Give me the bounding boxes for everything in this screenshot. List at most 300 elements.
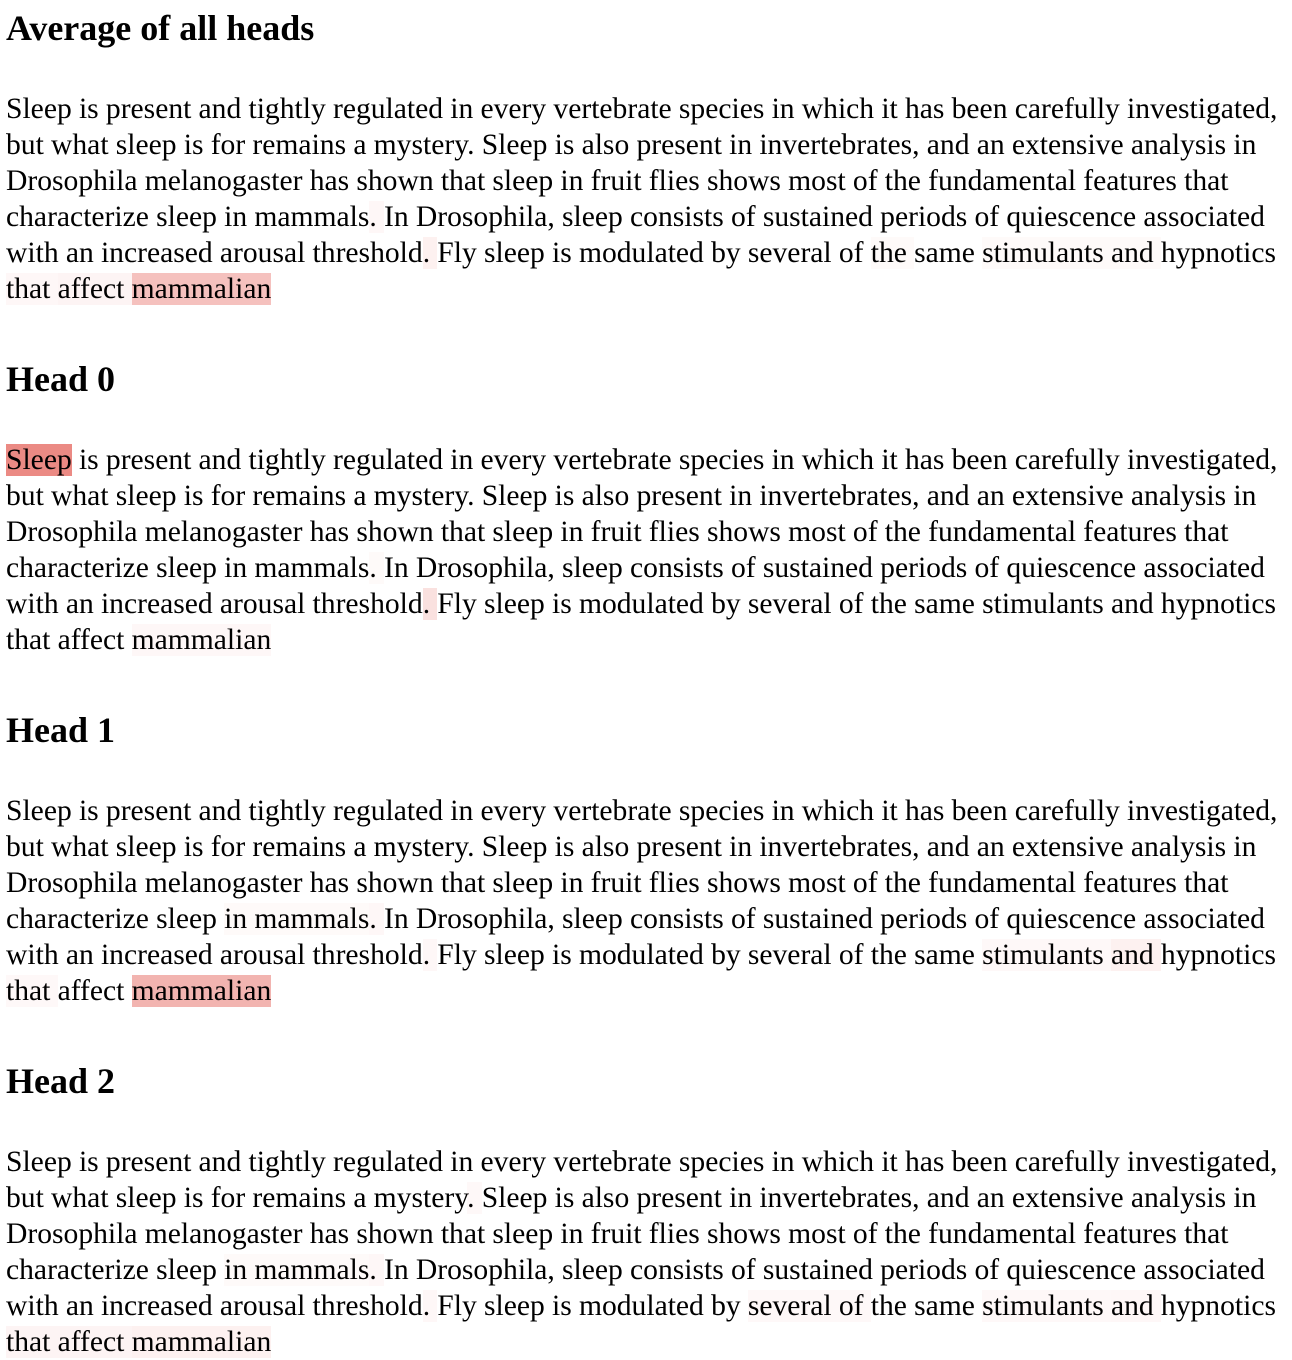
token: . bbox=[422, 237, 438, 269]
token: is bbox=[552, 237, 579, 269]
token: what bbox=[51, 129, 116, 161]
token: that bbox=[6, 624, 58, 656]
token: but bbox=[6, 831, 52, 863]
token: sustained bbox=[762, 552, 881, 584]
token: most bbox=[788, 165, 853, 197]
token: . bbox=[467, 1182, 482, 1214]
token: regulated bbox=[332, 93, 451, 125]
token: investigated bbox=[1127, 444, 1271, 476]
token: is bbox=[183, 831, 211, 863]
token: affect bbox=[57, 273, 132, 305]
token: the bbox=[884, 516, 929, 548]
token: characterize bbox=[6, 903, 157, 935]
token: features bbox=[1083, 516, 1185, 548]
token: in bbox=[771, 1146, 802, 1178]
token: most bbox=[788, 1218, 853, 1250]
token: mammalian bbox=[131, 273, 272, 305]
token: that bbox=[1184, 165, 1236, 197]
token: but bbox=[6, 480, 52, 512]
token: fundamental bbox=[928, 1218, 1084, 1250]
token: analysis bbox=[1130, 831, 1234, 863]
token: an bbox=[976, 831, 1012, 863]
token: same bbox=[914, 588, 983, 620]
token: species bbox=[678, 1146, 772, 1178]
token: in bbox=[1233, 1182, 1264, 1214]
token: shown bbox=[356, 516, 441, 548]
token: associated bbox=[1143, 1254, 1273, 1286]
token: in bbox=[560, 516, 591, 548]
token: quiescence bbox=[1006, 201, 1144, 233]
token: stimulants bbox=[982, 588, 1111, 620]
token: . bbox=[467, 831, 482, 863]
token: every bbox=[480, 1146, 554, 1178]
token: an bbox=[65, 939, 101, 971]
token: Sleep bbox=[481, 129, 555, 161]
token: sleep bbox=[492, 1218, 561, 1250]
token: shows bbox=[706, 516, 789, 548]
token: hypnotics bbox=[1160, 1290, 1284, 1322]
attention-passage bbox=[6, 1144, 1287, 1360]
token: fundamental bbox=[928, 516, 1084, 548]
token: . bbox=[422, 939, 438, 971]
token: for bbox=[210, 480, 253, 512]
token: is bbox=[554, 1182, 582, 1214]
token: , bbox=[547, 1254, 563, 1286]
token: sleep bbox=[156, 903, 225, 935]
token: Drosophila bbox=[415, 903, 548, 935]
token: for bbox=[210, 129, 253, 161]
attention-section bbox=[6, 359, 1286, 658]
token: has bbox=[309, 1218, 357, 1250]
token: modulated bbox=[578, 1290, 712, 1322]
token: stimulants bbox=[982, 1290, 1111, 1322]
token: . bbox=[422, 588, 438, 620]
token: Sleep bbox=[481, 1182, 555, 1214]
token: but bbox=[6, 129, 52, 161]
token: vertebrate bbox=[553, 444, 679, 476]
token: what bbox=[51, 1182, 116, 1214]
token: mammals bbox=[254, 201, 370, 233]
token: fruit bbox=[590, 165, 649, 197]
token: , bbox=[547, 903, 563, 935]
token: the bbox=[884, 867, 929, 899]
token: mammals bbox=[254, 903, 370, 935]
token: mystery bbox=[373, 480, 468, 512]
token: sleep bbox=[115, 129, 184, 161]
token: has bbox=[309, 165, 357, 197]
token: features bbox=[1083, 867, 1185, 899]
token: in bbox=[729, 831, 760, 863]
token: in bbox=[729, 129, 760, 161]
token: in bbox=[729, 1182, 760, 1214]
token: is bbox=[78, 795, 106, 827]
token: vertebrate bbox=[553, 795, 679, 827]
token: increased bbox=[100, 237, 220, 269]
token: extensive bbox=[1011, 831, 1131, 863]
token: is bbox=[183, 129, 211, 161]
token: investigated bbox=[1127, 93, 1271, 125]
section-title: Head 1 bbox=[6, 710, 116, 750]
token: in bbox=[1233, 129, 1264, 161]
token: is bbox=[552, 1290, 579, 1322]
token: periods bbox=[880, 1254, 975, 1286]
token: remains bbox=[252, 129, 354, 161]
token: it bbox=[881, 1146, 905, 1178]
token: , bbox=[1270, 93, 1285, 125]
attention-section bbox=[6, 8, 1286, 307]
token: Sleep bbox=[6, 444, 72, 476]
token: . bbox=[467, 480, 482, 512]
token: sleep bbox=[483, 237, 552, 269]
token: Sleep bbox=[6, 93, 79, 125]
token: species bbox=[678, 93, 772, 125]
token: modulated bbox=[578, 939, 712, 971]
token: In bbox=[384, 552, 416, 584]
token: carefully bbox=[1014, 795, 1128, 827]
token: an bbox=[65, 1290, 101, 1322]
token: also bbox=[581, 831, 637, 863]
token: In bbox=[384, 903, 416, 935]
token: sleep bbox=[562, 552, 631, 584]
token: Drosophila bbox=[6, 867, 145, 899]
token: sleep bbox=[156, 1254, 225, 1286]
token: is bbox=[71, 444, 106, 476]
token: . bbox=[369, 1254, 385, 1286]
token: . bbox=[369, 201, 385, 233]
section-title: Head 2 bbox=[6, 1061, 116, 1101]
token: Sleep bbox=[481, 831, 555, 863]
token: been bbox=[951, 795, 1015, 827]
token: melanogaster bbox=[144, 516, 310, 548]
token: and bbox=[198, 1146, 249, 1178]
token: the bbox=[870, 237, 915, 269]
token: sustained bbox=[762, 201, 881, 233]
token: of bbox=[838, 939, 871, 971]
token: the bbox=[870, 1290, 915, 1322]
token: , bbox=[912, 831, 927, 863]
token: that bbox=[440, 516, 493, 548]
token: In bbox=[384, 1254, 416, 1286]
token: , bbox=[547, 201, 563, 233]
token: mammals bbox=[254, 1254, 370, 1286]
token: increased bbox=[100, 1290, 220, 1322]
token: and bbox=[198, 93, 249, 125]
token: species bbox=[678, 444, 772, 476]
token: and bbox=[198, 444, 249, 476]
token: threshold bbox=[312, 237, 423, 269]
token: hypnotics bbox=[1160, 237, 1284, 269]
token: arousal bbox=[219, 939, 313, 971]
token: it bbox=[881, 444, 905, 476]
token: every bbox=[480, 93, 554, 125]
token: has bbox=[309, 867, 357, 899]
token: of bbox=[838, 237, 871, 269]
token: sleep bbox=[562, 201, 631, 233]
token: with bbox=[6, 588, 66, 620]
attention-visualization bbox=[0, 8, 1292, 1360]
token: Fly bbox=[437, 1290, 484, 1322]
token: features bbox=[1083, 1218, 1185, 1250]
token: for bbox=[210, 831, 253, 863]
token: a bbox=[353, 1182, 374, 1214]
token: regulated bbox=[332, 1146, 451, 1178]
token: sleep bbox=[492, 516, 561, 548]
token: tightly bbox=[248, 1146, 333, 1178]
token: mystery bbox=[373, 1182, 468, 1214]
token: has bbox=[904, 795, 952, 827]
token: shown bbox=[356, 165, 441, 197]
token: that bbox=[6, 273, 58, 305]
token: affect bbox=[57, 624, 132, 656]
token: modulated bbox=[578, 588, 712, 620]
token: and bbox=[926, 480, 977, 512]
token: remains bbox=[252, 1182, 354, 1214]
token: is bbox=[183, 480, 211, 512]
token: Drosophila bbox=[6, 516, 145, 548]
token: has bbox=[904, 93, 952, 125]
token: with bbox=[6, 237, 66, 269]
token: which bbox=[801, 1146, 882, 1178]
token: the bbox=[884, 1218, 929, 1250]
token: Drosophila bbox=[415, 201, 548, 233]
token: a bbox=[353, 480, 374, 512]
token: present bbox=[105, 1146, 199, 1178]
token: extensive bbox=[1011, 480, 1131, 512]
token: , bbox=[1270, 795, 1285, 827]
token: invertebrates bbox=[759, 831, 913, 863]
token: carefully bbox=[1014, 93, 1128, 125]
token: of bbox=[838, 588, 871, 620]
token: tightly bbox=[248, 444, 333, 476]
token: and bbox=[1110, 1290, 1161, 1322]
token: most bbox=[788, 516, 853, 548]
token: the bbox=[884, 165, 929, 197]
token: that bbox=[1184, 1218, 1236, 1250]
token: by bbox=[711, 1290, 748, 1322]
token: of bbox=[974, 552, 1007, 584]
token: invertebrates bbox=[759, 1182, 913, 1214]
token: shows bbox=[706, 165, 789, 197]
token: consists bbox=[630, 1254, 731, 1286]
token: of bbox=[852, 516, 885, 548]
token: in bbox=[1233, 831, 1264, 863]
token: threshold bbox=[312, 939, 423, 971]
token: sleep bbox=[562, 903, 631, 935]
token: invertebrates bbox=[759, 129, 913, 161]
token: in bbox=[771, 795, 802, 827]
token: invertebrates bbox=[759, 480, 913, 512]
token: of bbox=[852, 165, 885, 197]
token: extensive bbox=[1011, 129, 1131, 161]
token: consists bbox=[630, 201, 731, 233]
token: characterize bbox=[6, 1254, 157, 1286]
token: for bbox=[210, 1182, 253, 1214]
section-title: Average of all heads bbox=[6, 8, 315, 48]
token: tightly bbox=[248, 93, 333, 125]
token: extensive bbox=[1011, 1182, 1131, 1214]
attention-passage bbox=[6, 793, 1287, 1009]
token: Fly bbox=[437, 588, 484, 620]
token: regulated bbox=[332, 795, 451, 827]
token: in bbox=[560, 867, 591, 899]
token: Drosophila bbox=[6, 165, 145, 197]
token: and bbox=[1110, 588, 1161, 620]
token: flies bbox=[648, 165, 707, 197]
token: that bbox=[1184, 516, 1236, 548]
token: that bbox=[440, 867, 493, 899]
token: been bbox=[951, 444, 1015, 476]
token: fundamental bbox=[928, 867, 1084, 899]
token: by bbox=[711, 939, 748, 971]
token: fundamental bbox=[928, 165, 1084, 197]
token: which bbox=[801, 93, 882, 125]
token: is bbox=[552, 588, 579, 620]
token: fruit bbox=[590, 516, 649, 548]
token: it bbox=[881, 795, 905, 827]
token: several bbox=[747, 237, 839, 269]
token: vertebrate bbox=[553, 93, 679, 125]
token: but bbox=[6, 1182, 52, 1214]
token: of bbox=[730, 1254, 763, 1286]
token: of bbox=[974, 1254, 1007, 1286]
token: of bbox=[730, 552, 763, 584]
token: been bbox=[951, 93, 1015, 125]
token: of bbox=[730, 903, 763, 935]
token: periods bbox=[880, 903, 975, 935]
token: threshold bbox=[312, 1290, 423, 1322]
token: species bbox=[678, 795, 772, 827]
token: is bbox=[78, 1146, 106, 1178]
token: of bbox=[852, 867, 885, 899]
token: in bbox=[224, 903, 255, 935]
token: sleep bbox=[115, 480, 184, 512]
token: in bbox=[729, 480, 760, 512]
token: flies bbox=[648, 516, 707, 548]
token: present bbox=[636, 129, 730, 161]
attention-passage bbox=[6, 442, 1287, 658]
token: . bbox=[369, 552, 385, 584]
token: associated bbox=[1143, 201, 1273, 233]
token: in bbox=[450, 795, 481, 827]
token: what bbox=[51, 480, 116, 512]
token: and bbox=[926, 1182, 977, 1214]
token: . bbox=[467, 129, 482, 161]
token: associated bbox=[1143, 552, 1273, 584]
token: melanogaster bbox=[144, 165, 310, 197]
token: mammals bbox=[254, 552, 370, 584]
token: sustained bbox=[762, 1254, 881, 1286]
token: in bbox=[224, 552, 255, 584]
token: Sleep bbox=[481, 480, 555, 512]
token: mammalian bbox=[131, 1326, 272, 1358]
token: investigated bbox=[1127, 795, 1271, 827]
token: shows bbox=[706, 867, 789, 899]
token: every bbox=[480, 795, 554, 827]
token: present bbox=[636, 831, 730, 863]
token: present bbox=[105, 444, 199, 476]
token: present bbox=[105, 795, 199, 827]
token: analysis bbox=[1130, 1182, 1234, 1214]
token: , bbox=[1270, 1146, 1285, 1178]
token: been bbox=[951, 1146, 1015, 1178]
token: Fly bbox=[437, 237, 484, 269]
token: in bbox=[771, 444, 802, 476]
token: also bbox=[581, 129, 637, 161]
token: that bbox=[6, 1326, 58, 1358]
token: associated bbox=[1143, 903, 1273, 935]
token: consists bbox=[630, 552, 731, 584]
token: arousal bbox=[219, 237, 313, 269]
token: and bbox=[926, 831, 977, 863]
token: analysis bbox=[1130, 480, 1234, 512]
token: which bbox=[801, 795, 882, 827]
token: has bbox=[904, 444, 952, 476]
token: and bbox=[1110, 237, 1161, 269]
token: in bbox=[224, 201, 255, 233]
section-title: Head 0 bbox=[6, 359, 116, 399]
token: that bbox=[6, 975, 58, 1007]
token: what bbox=[51, 831, 116, 863]
token: in bbox=[1233, 480, 1264, 512]
token: periods bbox=[880, 552, 975, 584]
token: increased bbox=[100, 588, 220, 620]
token: an bbox=[65, 237, 101, 269]
token: of bbox=[852, 1218, 885, 1250]
token: every bbox=[480, 444, 554, 476]
token: in bbox=[450, 444, 481, 476]
token: increased bbox=[100, 939, 220, 971]
token: several bbox=[747, 1290, 839, 1322]
token: sleep bbox=[492, 867, 561, 899]
token: characterize bbox=[6, 552, 157, 584]
token: a bbox=[353, 831, 374, 863]
token: shown bbox=[356, 1218, 441, 1250]
token: a bbox=[353, 129, 374, 161]
token: is bbox=[554, 831, 582, 863]
token: the bbox=[870, 939, 915, 971]
token: of bbox=[730, 201, 763, 233]
token: regulated bbox=[332, 444, 451, 476]
token: vertebrate bbox=[553, 1146, 679, 1178]
token: threshold bbox=[312, 588, 423, 620]
token: hypnotics bbox=[1160, 588, 1284, 620]
token: In bbox=[384, 201, 416, 233]
token: investigated bbox=[1127, 1146, 1271, 1178]
token: by bbox=[711, 237, 748, 269]
token: in bbox=[771, 93, 802, 125]
token: remains bbox=[252, 831, 354, 863]
token: and bbox=[198, 795, 249, 827]
token: present bbox=[636, 1182, 730, 1214]
token: sleep bbox=[156, 552, 225, 584]
token: sleep bbox=[562, 1254, 631, 1286]
token: consists bbox=[630, 903, 731, 935]
token: in bbox=[560, 165, 591, 197]
token: , bbox=[1270, 444, 1285, 476]
token: flies bbox=[648, 1218, 707, 1250]
token: also bbox=[581, 1182, 637, 1214]
token: Drosophila bbox=[6, 1218, 145, 1250]
token: has bbox=[904, 1146, 952, 1178]
attention-section bbox=[6, 1061, 1286, 1360]
token: fruit bbox=[590, 867, 649, 899]
token: shows bbox=[706, 1218, 789, 1250]
token: sleep bbox=[483, 588, 552, 620]
token: , bbox=[912, 1182, 927, 1214]
token: quiescence bbox=[1006, 552, 1144, 584]
token: also bbox=[581, 480, 637, 512]
token: , bbox=[547, 552, 563, 584]
